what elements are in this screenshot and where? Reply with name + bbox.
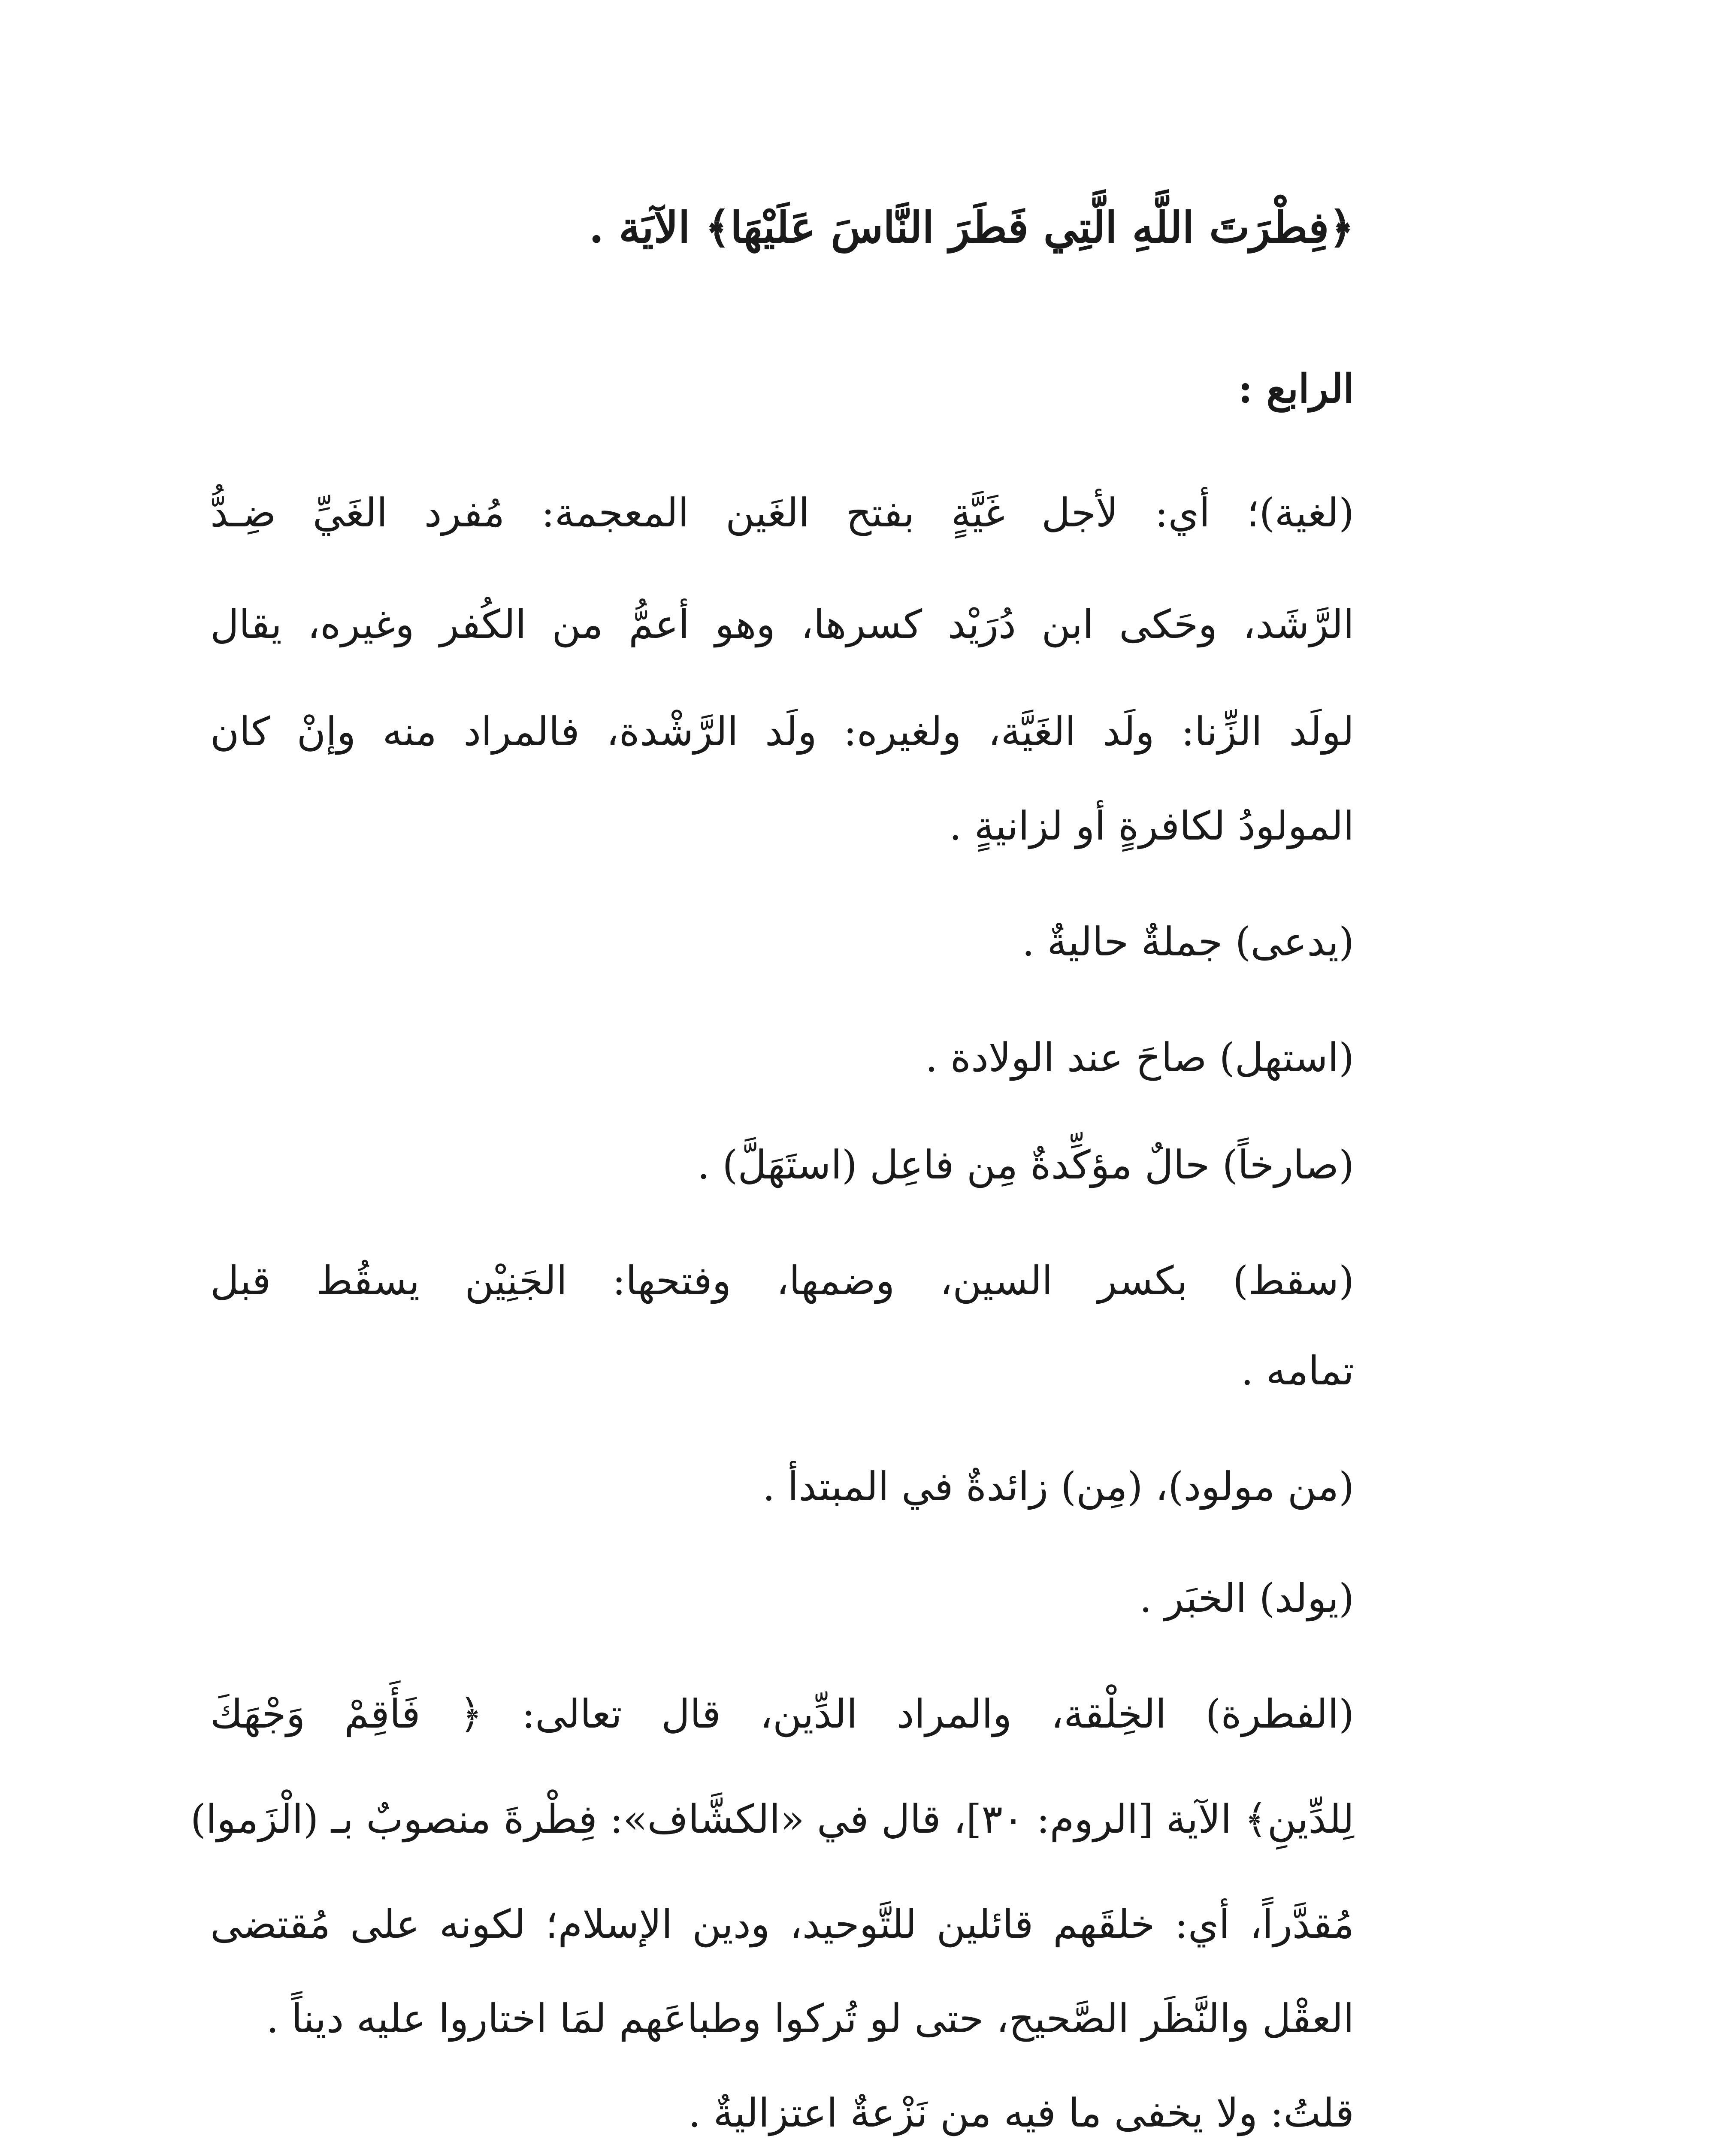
- text-line: لِلدِّينِ﴾ الآية [الروم: ٣٠]، قال في «الكشَّاف»: فِطْرةَ منصوبٌ بـ (الْزَموا): [190, 1796, 1354, 1842]
- text-line: (لغية)؛ أي: لأجل غَيَّةٍ بفتح الغَين المعجمة: مُفرد الغَيِّ ضِـدُّ: [210, 490, 1354, 536]
- text-line: المولودُ لكافرةٍ أو لزانيةٍ .: [949, 803, 1354, 849]
- text-line: مُقدَّراً، أي: خلقَهم قائلين للتَّوحيد، ودين الإسلام؛ لكونه على مُقتضى: [210, 1901, 1354, 1947]
- text-line: (من مولود)، (مِن) زائدةٌ في المبتدأ .: [762, 1464, 1354, 1510]
- text-line: (يولد) الخبَر .: [1139, 1575, 1354, 1621]
- text-line: الرَّشَد، وحَكى ابن دُرَيْد كسرها، وهو أعمُّ من الكُفر وغيره، يقال: [210, 601, 1354, 647]
- section-heading: الرابع :: [1238, 366, 1354, 412]
- text-line: قلتُ: ولا يخفى ما فيه من نَزْعةٌ اعتزاليةٌ .: [688, 2090, 1354, 2136]
- text-line: لولَد الزِّنا: ولَد الغَيَّة، ولغيره: ولَد الرَّشْدة، فالمراد منه وإنْ كان: [210, 709, 1355, 755]
- quran-verse-line: ﴿فِطْرَتَ اللَّهِ الَّتِي فَطَرَ النَّاسَ عَلَيْهَا﴾ الآيَة .: [589, 202, 1354, 253]
- text-line: (يدعى) جملةٌ حاليةٌ .: [1022, 919, 1354, 965]
- text-line: (صارخاً) حالٌ مؤكِّدةٌ مِن فاعِل (استَهَلَّ) .: [697, 1142, 1354, 1188]
- text-line: (سقط) بكسر السين، وضمها، وفتحها: الجَنِيْن يسقُط قبل: [210, 1258, 1354, 1304]
- text-line: تمامه .: [1241, 1348, 1354, 1394]
- text-line: (الفطرة) الخِلْقة، والمراد الدِّين، قال تعالى: ﴿ فَأَقِمْ وَجْهَكَ: [210, 1691, 1354, 1737]
- text-line: العقْل والنَّظَر الصَّحيح، حتى لو تُركوا وطباعَهم لمَا اختاروا عليه ديناً .: [266, 1996, 1354, 2042]
- text-line: (استهل) صاحَ عند الولادة .: [925, 1035, 1354, 1081]
